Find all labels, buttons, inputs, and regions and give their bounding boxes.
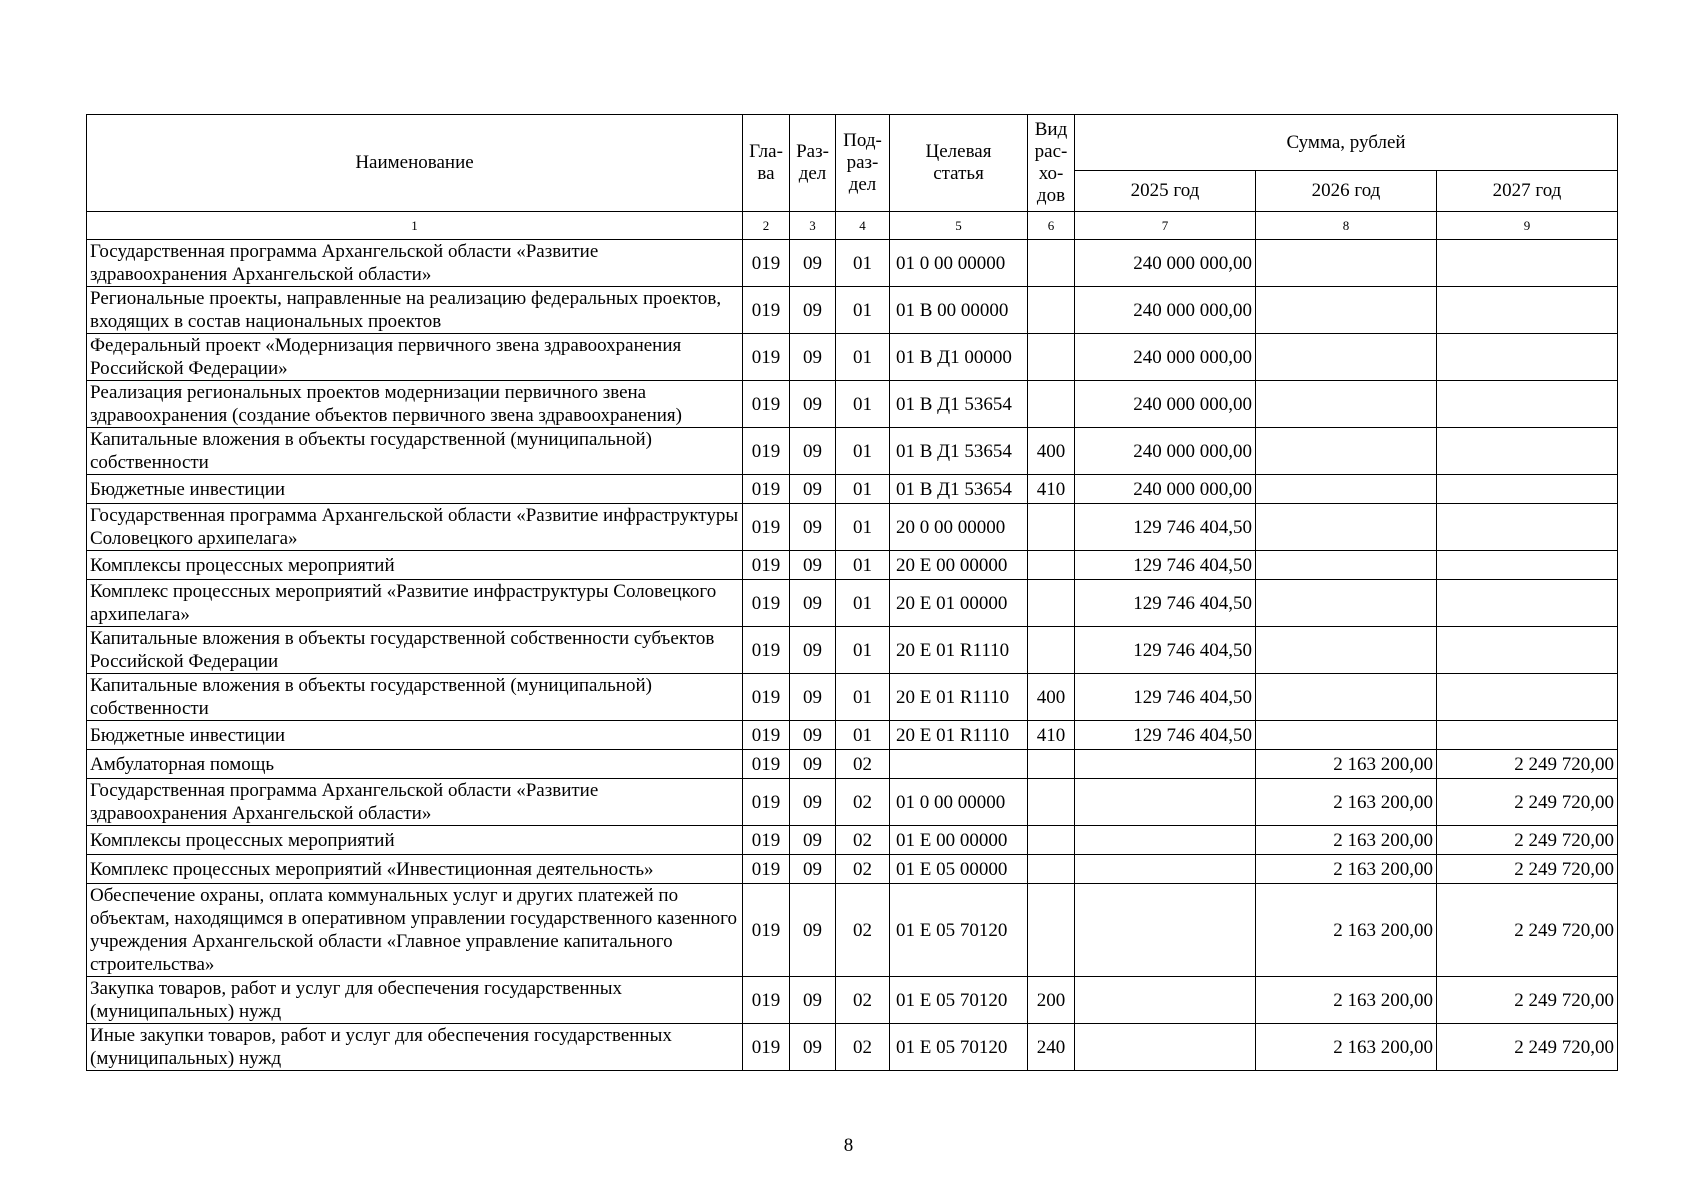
row-subsection: 02 <box>836 1024 890 1071</box>
row-sum-2027 <box>1437 504 1618 551</box>
row-sum-2025 <box>1075 826 1256 855</box>
row-sum-2025: 129 746 404,50 <box>1075 580 1256 627</box>
row-expense-type: 240 <box>1028 1024 1075 1071</box>
row-name: Иные закупки товаров, работ и услуг для обеспечения государственных (муниципальных) нужд <box>87 1024 743 1071</box>
row-target <box>890 750 1028 779</box>
row-chapter: 019 <box>743 826 790 855</box>
row-target: 01 В Д1 53654 <box>890 475 1028 504</box>
table-row <box>87 855 1618 884</box>
row-sum-2025: 240 000 000,00 <box>1075 428 1256 475</box>
row-expense-type <box>1028 504 1075 551</box>
table-row <box>87 475 1618 504</box>
row-expense-type <box>1028 334 1075 381</box>
column-number: 5 <box>890 212 1028 240</box>
row-name: Комплексы процессных мероприятий <box>87 551 743 580</box>
row-expense-type: 400 <box>1028 674 1075 721</box>
column-number: 9 <box>1437 212 1618 240</box>
row-sum-2026 <box>1256 287 1437 334</box>
row-subsection: 01 <box>836 627 890 674</box>
table-body <box>87 212 1618 1071</box>
row-sum-2027: 2 249 720,00 <box>1437 855 1618 884</box>
row-sum-2026: 2 163 200,00 <box>1256 855 1437 884</box>
column-number: 1 <box>87 212 743 240</box>
row-subsection: 01 <box>836 381 890 428</box>
row-section: 09 <box>790 475 836 504</box>
row-sum-2027 <box>1437 551 1618 580</box>
row-expense-type: 400 <box>1028 428 1075 475</box>
row-chapter: 019 <box>743 750 790 779</box>
table-row <box>87 627 1618 674</box>
row-target: 20 Е 01 R1110 <box>890 721 1028 750</box>
row-name: Амбулаторная помощь <box>87 750 743 779</box>
row-sum-2027: 2 249 720,00 <box>1437 779 1618 826</box>
row-sum-2026: 2 163 200,00 <box>1256 884 1437 977</box>
row-sum-2026 <box>1256 721 1437 750</box>
row-section: 09 <box>790 779 836 826</box>
row-sum-2026: 2 163 200,00 <box>1256 1024 1437 1071</box>
row-target: 01 Е 05 70120 <box>890 977 1028 1024</box>
row-target: 20 Е 01 R1110 <box>890 674 1028 721</box>
row-name: Капитальные вложения в объекты государственной собственности субъектов Российской Федерации <box>87 627 743 674</box>
row-subsection: 01 <box>836 551 890 580</box>
table-row <box>87 381 1618 428</box>
row-subsection: 02 <box>836 884 890 977</box>
row-target: 20 Е 01 R1110 <box>890 627 1028 674</box>
row-subsection: 02 <box>836 779 890 826</box>
row-sum-2026: 2 163 200,00 <box>1256 826 1437 855</box>
row-subsection: 01 <box>836 721 890 750</box>
column-number: 4 <box>836 212 890 240</box>
header-year-2025: 2025 год <box>1075 171 1256 212</box>
row-sum-2026 <box>1256 475 1437 504</box>
row-section: 09 <box>790 580 836 627</box>
row-sum-2025 <box>1075 884 1256 977</box>
row-section: 09 <box>790 240 836 287</box>
table-row <box>87 1024 1618 1071</box>
row-chapter: 019 <box>743 287 790 334</box>
row-sum-2026 <box>1256 580 1437 627</box>
row-sum-2025 <box>1075 855 1256 884</box>
row-sum-2025: 129 746 404,50 <box>1075 627 1256 674</box>
row-target: 01 Е 05 70120 <box>890 1024 1028 1071</box>
row-target: 01 В 00 00000 <box>890 287 1028 334</box>
row-name: Государственная программа Архангельской области «Развитие здравоохранения Архангельской области» <box>87 240 743 287</box>
row-chapter: 019 <box>743 884 790 977</box>
row-name: Обеспечение охраны, оплата коммунальных услуг и других платежей по объектам, находящимся в оперативном управлении государственного казенного учреждения Архангельской области «Главное управление капитального строительства» <box>87 884 743 977</box>
row-sum-2026 <box>1256 381 1437 428</box>
row-chapter: 019 <box>743 334 790 381</box>
row-sum-2027 <box>1437 381 1618 428</box>
row-target: 01 Е 05 70120 <box>890 884 1028 977</box>
header-chapter: Гла- ва <box>743 115 790 212</box>
row-name: Закупка товаров, работ и услуг для обеспечения государственных (муниципальных) нужд <box>87 977 743 1024</box>
row-section: 09 <box>790 721 836 750</box>
row-sum-2026: 2 163 200,00 <box>1256 977 1437 1024</box>
row-section: 09 <box>790 1024 836 1071</box>
header-target: Целевая статья <box>890 115 1028 212</box>
row-sum-2027 <box>1437 674 1618 721</box>
row-sum-2027: 2 249 720,00 <box>1437 750 1618 779</box>
row-target: 20 0 00 00000 <box>890 504 1028 551</box>
row-target: 20 Е 00 00000 <box>890 551 1028 580</box>
row-chapter: 019 <box>743 977 790 1024</box>
row-sum-2025: 240 000 000,00 <box>1075 475 1256 504</box>
row-name: Государственная программа Архангельской области «Развитие здравоохранения Архангельской области» <box>87 779 743 826</box>
row-sum-2027: 2 249 720,00 <box>1437 977 1618 1024</box>
row-expense-type <box>1028 381 1075 428</box>
row-sum-2026 <box>1256 428 1437 475</box>
header-expense-type: Вид рас- хо- дов <box>1028 115 1075 212</box>
row-sum-2026 <box>1256 627 1437 674</box>
header-section: Раз- дел <box>790 115 836 212</box>
table-row <box>87 551 1618 580</box>
row-expense-type <box>1028 240 1075 287</box>
table-row <box>87 779 1618 826</box>
row-expense-type <box>1028 826 1075 855</box>
row-subsection: 02 <box>836 977 890 1024</box>
row-sum-2025: 240 000 000,00 <box>1075 287 1256 334</box>
row-section: 09 <box>790 855 836 884</box>
row-subsection: 01 <box>836 240 890 287</box>
row-sum-2026 <box>1256 504 1437 551</box>
row-chapter: 019 <box>743 240 790 287</box>
row-expense-type <box>1028 627 1075 674</box>
row-subsection: 02 <box>836 826 890 855</box>
row-sum-2027: 2 249 720,00 <box>1437 1024 1618 1071</box>
table-row <box>87 884 1618 977</box>
row-chapter: 019 <box>743 475 790 504</box>
row-target: 01 Е 05 00000 <box>890 855 1028 884</box>
row-sum-2027 <box>1437 475 1618 504</box>
row-sum-2026 <box>1256 334 1437 381</box>
row-sum-2027 <box>1437 287 1618 334</box>
row-sum-2026: 2 163 200,00 <box>1256 750 1437 779</box>
row-expense-type <box>1028 580 1075 627</box>
table-row <box>87 504 1618 551</box>
row-section: 09 <box>790 551 836 580</box>
row-sum-2025: 240 000 000,00 <box>1075 381 1256 428</box>
row-sum-2027 <box>1437 240 1618 287</box>
row-expense-type: 410 <box>1028 721 1075 750</box>
row-subsection: 01 <box>836 334 890 381</box>
header-subsection: Под- раз- дел <box>836 115 890 212</box>
header-year-2026: 2026 год <box>1256 171 1437 212</box>
row-section: 09 <box>790 627 836 674</box>
row-subsection: 01 <box>836 674 890 721</box>
row-sum-2027 <box>1437 334 1618 381</box>
row-name: Реализация региональных проектов модернизации первичного звена здравоохранения (создание объектов первичного звена здравоохранения) <box>87 381 743 428</box>
row-name: Государственная программа Архангельской области «Развитие инфраструктуры Соловецкого архипелага» <box>87 504 743 551</box>
row-chapter: 019 <box>743 1024 790 1071</box>
row-chapter: 019 <box>743 855 790 884</box>
row-section: 09 <box>790 428 836 475</box>
header-year-2027: 2027 год <box>1437 171 1618 212</box>
row-section: 09 <box>790 504 836 551</box>
column-number: 2 <box>743 212 790 240</box>
row-sum-2027 <box>1437 627 1618 674</box>
row-sum-2025: 129 746 404,50 <box>1075 721 1256 750</box>
table-row <box>87 334 1618 381</box>
row-target: 01 В Д1 00000 <box>890 334 1028 381</box>
row-subsection: 01 <box>836 580 890 627</box>
row-expense-type <box>1028 551 1075 580</box>
table-row <box>87 580 1618 627</box>
row-sum-2025 <box>1075 1024 1256 1071</box>
column-number: 7 <box>1075 212 1256 240</box>
column-number: 8 <box>1256 212 1437 240</box>
table-row <box>87 287 1618 334</box>
budget-table-sheet <box>86 114 1617 1071</box>
row-chapter: 019 <box>743 580 790 627</box>
row-sum-2026: 2 163 200,00 <box>1256 779 1437 826</box>
row-sum-2025: 240 000 000,00 <box>1075 240 1256 287</box>
header-sum: Сумма, рублей <box>1075 115 1618 171</box>
row-section: 09 <box>790 287 836 334</box>
row-expense-type <box>1028 855 1075 884</box>
row-target: 01 0 00 00000 <box>890 240 1028 287</box>
row-chapter: 019 <box>743 627 790 674</box>
row-subsection: 02 <box>836 855 890 884</box>
row-name: Комплекс процессных мероприятий «Инвестиционная деятельность» <box>87 855 743 884</box>
table-row <box>87 428 1618 475</box>
row-target: 20 Е 01 00000 <box>890 580 1028 627</box>
row-sum-2025: 129 746 404,50 <box>1075 551 1256 580</box>
row-chapter: 019 <box>743 504 790 551</box>
row-section: 09 <box>790 826 836 855</box>
row-subsection: 01 <box>836 475 890 504</box>
row-chapter: 019 <box>743 551 790 580</box>
table-row <box>87 721 1618 750</box>
row-subsection: 01 <box>836 504 890 551</box>
row-sum-2026 <box>1256 240 1437 287</box>
column-number: 6 <box>1028 212 1075 240</box>
header-name: Наименование <box>87 115 743 212</box>
column-numbers-row <box>87 212 1618 240</box>
table-row <box>87 977 1618 1024</box>
row-sum-2025 <box>1075 750 1256 779</box>
row-chapter: 019 <box>743 674 790 721</box>
row-sum-2026 <box>1256 551 1437 580</box>
row-subsection: 01 <box>836 428 890 475</box>
row-expense-type: 200 <box>1028 977 1075 1024</box>
row-sum-2025: 129 746 404,50 <box>1075 674 1256 721</box>
row-section: 09 <box>790 674 836 721</box>
table-row <box>87 240 1618 287</box>
row-sum-2025: 240 000 000,00 <box>1075 334 1256 381</box>
row-chapter: 019 <box>743 779 790 826</box>
row-expense-type <box>1028 750 1075 779</box>
row-expense-type <box>1028 287 1075 334</box>
row-sum-2026 <box>1256 674 1437 721</box>
row-target: 01 В Д1 53654 <box>890 381 1028 428</box>
row-chapter: 019 <box>743 721 790 750</box>
row-section: 09 <box>790 334 836 381</box>
row-name: Федеральный проект «Модернизация первичного звена здравоохранения Российской Федерации» <box>87 334 743 381</box>
row-name: Комплексы процессных мероприятий <box>87 826 743 855</box>
row-chapter: 019 <box>743 381 790 428</box>
row-sum-2027 <box>1437 428 1618 475</box>
row-subsection: 02 <box>836 750 890 779</box>
row-sum-2025 <box>1075 779 1256 826</box>
table-row <box>87 826 1618 855</box>
row-subsection: 01 <box>836 287 890 334</box>
row-target: 01 В Д1 53654 <box>890 428 1028 475</box>
column-number: 3 <box>790 212 836 240</box>
row-target: 01 Е 00 00000 <box>890 826 1028 855</box>
row-expense-type <box>1028 779 1075 826</box>
budget-table <box>86 114 1618 1071</box>
row-section: 09 <box>790 750 836 779</box>
table-row <box>87 750 1618 779</box>
row-sum-2027 <box>1437 721 1618 750</box>
row-name: Капитальные вложения в объекты государственной (муниципальной) собственности <box>87 674 743 721</box>
row-sum-2027 <box>1437 580 1618 627</box>
row-expense-type <box>1028 884 1075 977</box>
row-section: 09 <box>790 381 836 428</box>
row-sum-2027: 2 249 720,00 <box>1437 826 1618 855</box>
row-expense-type: 410 <box>1028 475 1075 504</box>
row-sum-2025 <box>1075 977 1256 1024</box>
row-section: 09 <box>790 977 836 1024</box>
row-target: 01 0 00 00000 <box>890 779 1028 826</box>
row-chapter: 019 <box>743 428 790 475</box>
row-name: Капитальные вложения в объекты государственной (муниципальной) собственности <box>87 428 743 475</box>
table-row <box>87 674 1618 721</box>
page-number: 8 <box>843 1135 854 1156</box>
row-name: Комплекс процессных мероприятий «Развитие инфраструктуры Соловецкого архипелага» <box>87 580 743 627</box>
row-name: Бюджетные инвестиции <box>87 475 743 504</box>
row-name: Бюджетные инвестиции <box>87 721 743 750</box>
row-name: Региональные проекты, направленные на реализацию федеральных проектов, входящих в состав национальных проектов <box>87 287 743 334</box>
row-section: 09 <box>790 884 836 977</box>
row-sum-2027: 2 249 720,00 <box>1437 884 1618 977</box>
row-sum-2025: 129 746 404,50 <box>1075 504 1256 551</box>
